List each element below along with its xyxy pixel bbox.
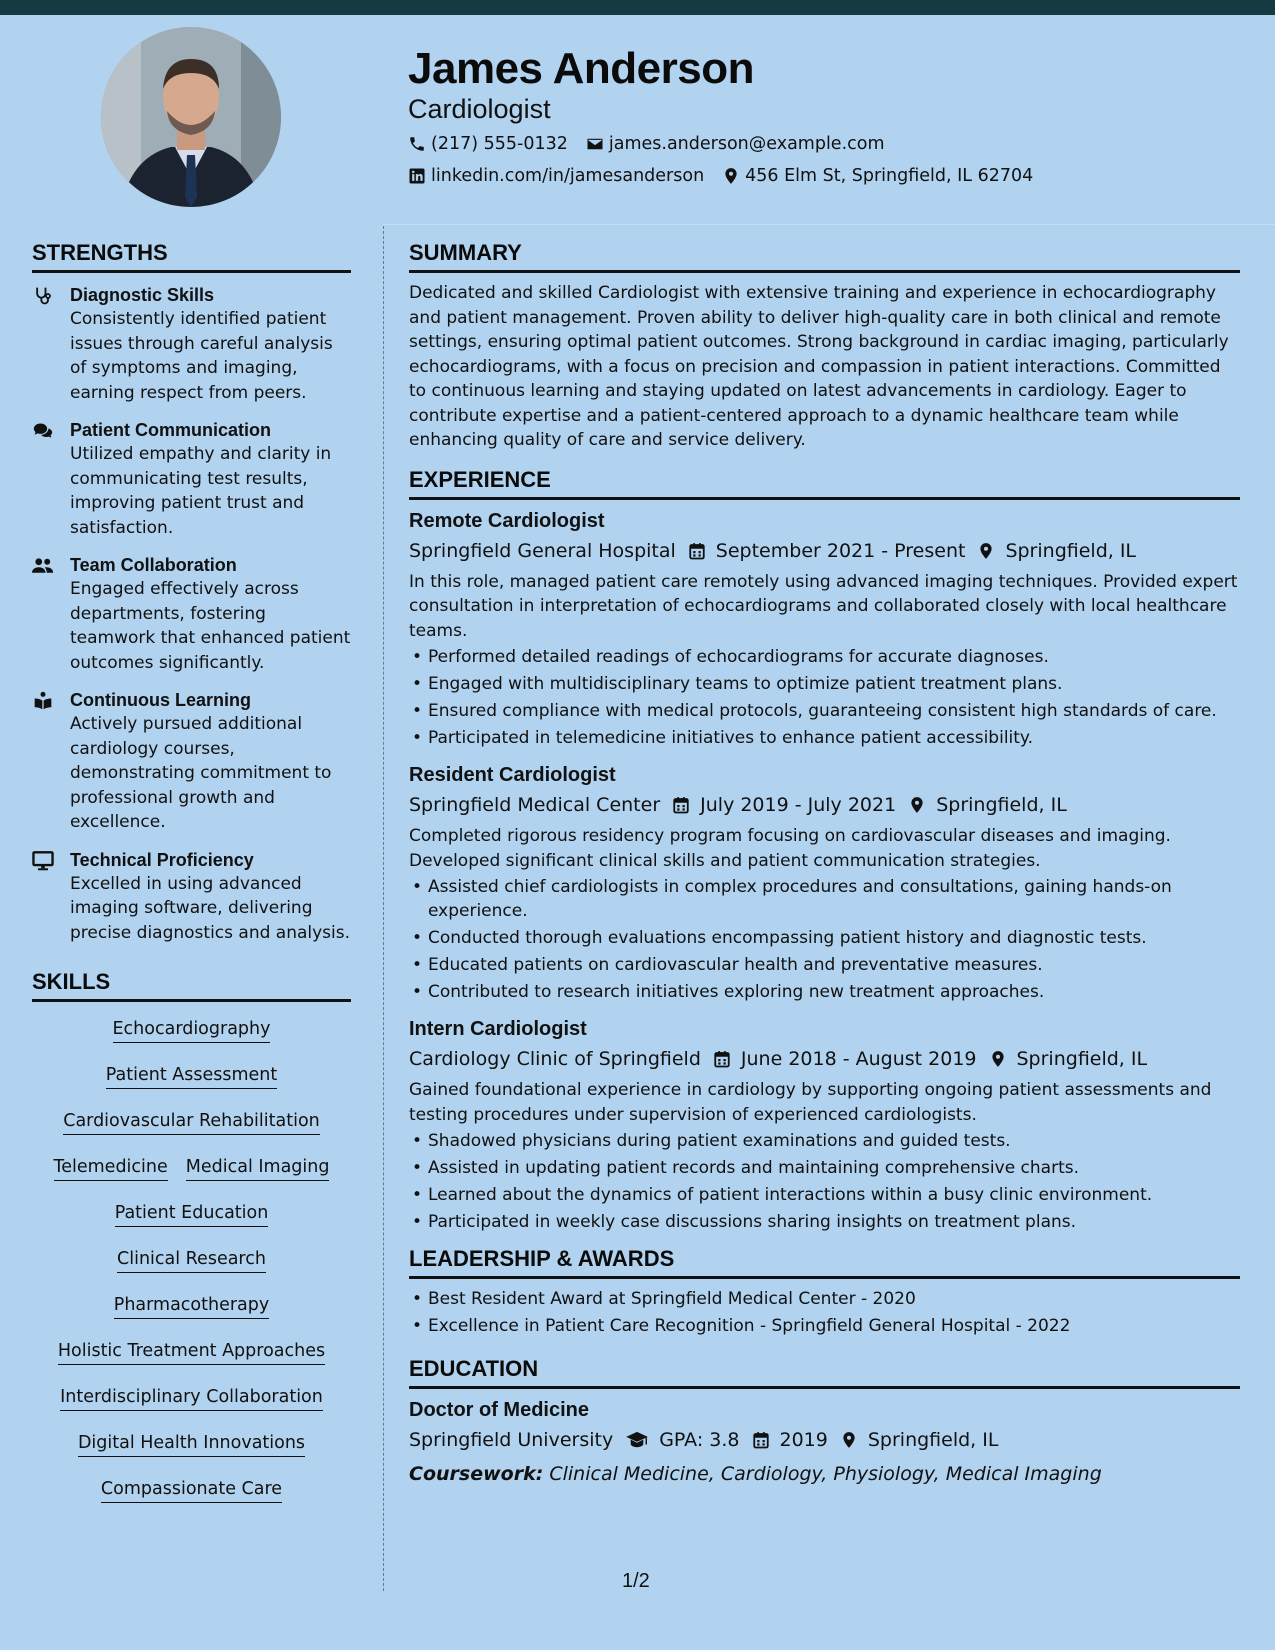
coursework <box>409 1459 1240 1489</box>
bullet-item: • Assisted in updating patient records and maintaining comprehensive charts. <box>409 1156 1240 1180</box>
calendar-icon <box>672 796 690 814</box>
phone-contact[interactable] <box>408 134 568 154</box>
strengths-list <box>32 283 351 945</box>
job-title: Remote Cardiologist <box>409 509 605 532</box>
skill-tag: Cardiovascular Rehabilitation <box>63 1110 320 1135</box>
skill-tag: Interdisciplinary Collaboration <box>60 1386 323 1411</box>
email-contact[interactable] <box>586 134 885 154</box>
awards-list <box>409 1287 1240 1338</box>
job-dates: July 2019 - July 2021 <box>700 794 897 816</box>
strengths-heading: STRENGTHS <box>32 240 351 273</box>
job-dates: June 2018 - August 2019 <box>740 1048 977 1070</box>
job-entry <box>409 508 1240 751</box>
linkedin-contact[interactable] <box>408 166 704 186</box>
strength-title: Team Collaboration <box>70 555 237 575</box>
leadership-heading: LEADERSHIP & AWARDS <box>409 1246 1240 1279</box>
skill-tag: Echocardiography <box>113 1018 271 1043</box>
skill-tag: Medical Imaging <box>186 1156 330 1181</box>
education-heading: EDUCATION <box>409 1356 1240 1389</box>
strength-desc: Consistently identified patient issues through careful analysis of symptoms and imaging, earning respect from peers. <box>70 309 333 403</box>
summary-text: Dedicated and skilled Cardiologist with extensive training and experience in echocardiography and patient management. Proven ability to deliver high-quality care in both clinical and remote settings, ensuring optimal patient outcomes. Strong background in cardiac imaging, particularly echocardiograms, with a focus on precision and compassion in patient interactions. Committed to continuous learning and staying updated on latest advancements in cardiology. Eager to contribute expertise and a patient-centered approach to a dynamic healthcare team while enhancing quality of care and service delivery. <box>409 283 1229 450</box>
job-desc: In this role, managed patient care remotely using advanced imaging techniques. Provided expert consultation in interpretation of echocardiograms and collaborated closely with local healthcare teams. <box>409 571 1238 641</box>
address-text: 456 Elm St, Springfield, IL 62704 <box>745 166 1034 186</box>
education-year: 2019 <box>779 1429 828 1451</box>
job-title: Resident Cardiologist <box>409 764 616 786</box>
job-entry <box>409 1016 1240 1234</box>
left-column <box>32 240 351 1524</box>
map-marker-icon <box>908 796 926 814</box>
summary-heading: SUMMARY <box>409 240 1240 273</box>
job-location: Springfield, IL <box>936 794 1067 816</box>
bullet-item: • Conducted thorough evaluations encompassing patient history and diagnostic tests. <box>409 926 1240 950</box>
contact-row-1 <box>408 134 885 154</box>
strength-desc: Utilized empathy and clarity in communicating test results, improving patient trust and satisfaction. <box>70 444 332 538</box>
candidate-name: James Anderson <box>408 44 754 93</box>
bullet-item: • Educated patients on cardiovascular health and preventative measures. <box>409 953 1240 977</box>
email-text: james.anderson@example.com <box>608 134 885 154</box>
map-marker-icon <box>722 167 740 185</box>
skills-list <box>32 1018 351 1524</box>
calendar-icon <box>752 1431 770 1449</box>
bullet-item: • Participated in weekly case discussions sharing insights on treatment plans. <box>409 1210 1240 1234</box>
job-org: Cardiology Clinic of Springfield <box>409 1048 701 1070</box>
skill-tag: Patient Education <box>115 1202 269 1227</box>
school-name: Springfield University <box>409 1429 614 1451</box>
comments-icon <box>32 421 54 441</box>
skill-tag: Telemedicine <box>54 1156 168 1181</box>
education-location: Springfield, IL <box>867 1429 999 1451</box>
bullet-item: • Shadowed physicians during patient examinations and guided tests. <box>409 1129 1240 1153</box>
profile-photo <box>101 27 281 207</box>
job-org: Springfield Medical Center <box>409 794 661 816</box>
strength-title: Technical Proficiency <box>70 849 254 870</box>
graduation-cap-icon <box>625 1431 649 1449</box>
degree-title: Doctor of Medicine <box>409 1399 590 1421</box>
strength-item <box>32 848 351 946</box>
right-column <box>409 240 1240 1489</box>
strength-item <box>32 688 351 835</box>
address-contact <box>722 166 1033 186</box>
skill-tag: Holistic Treatment Approaches <box>58 1340 325 1365</box>
page-number: 1/2 <box>622 1570 650 1592</box>
award-item: • Excellence in Patient Care Recognition - Springfield General Hospital - 2022 <box>409 1314 1240 1338</box>
strength-desc: Excelled in using advanced imaging software, delivering precise diagnostics and analysis. <box>70 873 351 943</box>
strength-title: Patient Communication <box>70 420 272 440</box>
strength-item <box>32 418 351 540</box>
skills-heading: SKILLS <box>32 969 351 1002</box>
skill-tag: Digital Health Innovations <box>78 1432 305 1457</box>
strength-title: Continuous Learning <box>70 690 251 710</box>
bullet-item: • Participated in telemedicine initiatives to enhance patient accessibility. <box>409 726 1240 750</box>
job-entry <box>409 762 1240 1004</box>
linkedin-text: linkedin.com/in/jamesanderson <box>431 166 705 186</box>
candidate-title: Cardiologist <box>408 94 551 124</box>
map-marker-icon <box>977 542 995 560</box>
strength-desc: Engaged effectively across departments, fostering teamwork that enhanced patient outcomes significantly. <box>70 579 351 673</box>
strength-title: Diagnostic Skills <box>70 285 215 305</box>
gpa-text: GPA: 3.8 <box>659 1429 740 1451</box>
job-bullets <box>409 875 1240 1004</box>
linkedin-icon <box>408 167 426 185</box>
map-marker-icon <box>840 1431 858 1449</box>
contact-row-2 <box>408 166 1033 186</box>
job-meta <box>409 536 1240 566</box>
skill-tag: Pharmacotherapy <box>114 1294 269 1319</box>
bullet-item: • Contributed to research initiatives exploring new treatment approaches. <box>409 980 1240 1004</box>
job-desc: Completed rigorous residency program focusing on cardiovascular diseases and imaging. Developed significant clinical skills and patient communication strategies. <box>409 826 1171 871</box>
coursework-text: Clinical Medicine, Cardiology, Physiology, Medical Imaging <box>549 1463 1102 1485</box>
users-icon <box>32 556 54 576</box>
skill-tag: Clinical Research <box>117 1248 266 1273</box>
job-meta <box>409 790 1240 820</box>
experience-heading: EXPERIENCE <box>409 467 1240 500</box>
skill-tag: Compassionate Care <box>101 1478 282 1503</box>
job-bullets <box>409 1129 1240 1234</box>
education-meta <box>409 1425 1240 1455</box>
book-reader-icon <box>32 691 54 711</box>
coursework-label: Coursework: <box>409 1463 544 1485</box>
job-title: Intern Cardiologist <box>409 1018 587 1040</box>
job-dates: September 2021 - Present <box>715 539 966 562</box>
bullet-item: • Learned about the dynamics of patient interactions within a busy clinic environment. <box>409 1183 1240 1207</box>
strength-item <box>32 553 351 675</box>
strength-item <box>32 283 351 405</box>
bullet-item: • Assisted chief cardiologists in complex procedures and consultations, gaining hands-on experience. <box>409 875 1240 923</box>
bullet-item: • Engaged with multidisciplinary teams to optimize patient treatment plans. <box>409 672 1240 696</box>
column-divider <box>383 226 384 1591</box>
bullet-item: • Ensured compliance with medical protocols, guaranteeing consistent high standards of care. <box>409 699 1240 723</box>
bullet-item: • Performed detailed readings of echocardiograms for accurate diagnoses. <box>409 645 1240 669</box>
top-bar <box>0 0 1275 15</box>
job-location: Springfield, IL <box>1005 539 1137 562</box>
job-location: Springfield, IL <box>1016 1048 1148 1070</box>
job-meta <box>409 1044 1240 1074</box>
map-marker-icon <box>989 1050 1007 1068</box>
phone-text: (217) 555-0132 <box>431 134 568 154</box>
phone-icon <box>408 135 426 153</box>
stethoscope-icon <box>32 286 54 306</box>
job-desc: Gained foundational experience in cardiology by supporting ongoing patient assessments and testing procedures under supervision of experienced cardiologists. <box>409 1080 1212 1125</box>
envelope-icon <box>586 135 604 153</box>
skill-tag: Patient Assessment <box>106 1064 277 1089</box>
strength-desc: Actively pursued additional cardiology courses, demonstrating commitment to professional growth and excellence. <box>70 714 332 832</box>
calendar-icon <box>688 542 706 560</box>
award-item: • Best Resident Award at Springfield Medical Center - 2020 <box>409 1287 1240 1311</box>
calendar-icon <box>713 1050 731 1068</box>
header-rule <box>383 224 1275 225</box>
job-bullets <box>409 645 1240 750</box>
job-org: Springfield General Hospital <box>409 539 676 562</box>
desktop-icon <box>32 851 54 871</box>
